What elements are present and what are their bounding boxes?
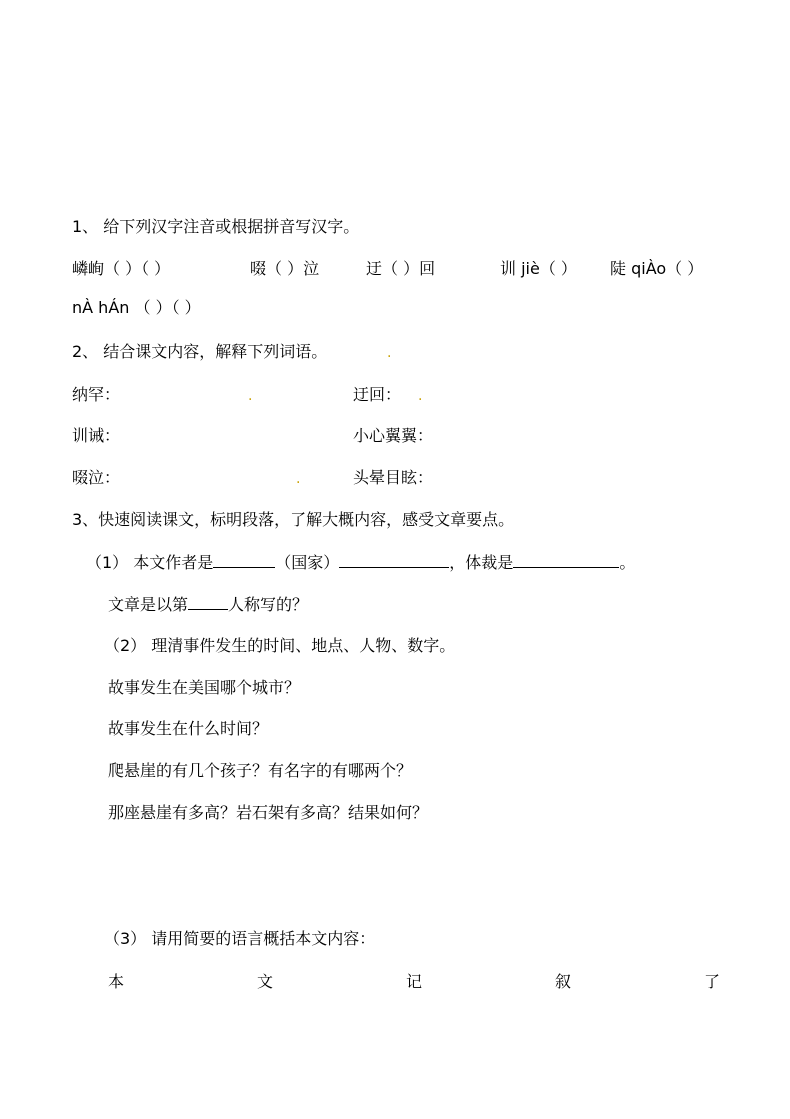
term-chuoqi: 啜泣： xyxy=(72,468,121,487)
person-blank[interactable] xyxy=(188,593,228,610)
summary-char: 本 xyxy=(108,972,125,991)
q3-heading: 3、快速阅读课文，标明段落，了解大概内容，感受文章要点。 xyxy=(72,510,515,529)
q3-part1-genre-label: ，体裁是 xyxy=(449,553,514,572)
q3-part1-author-label: （1） 本文作者是 xyxy=(86,553,214,572)
q3-question-time: 故事发生在什么时间？ xyxy=(108,719,269,738)
q3-question-height: 那座悬崖有多高？岩石架有多高？结果如何？ xyxy=(108,803,429,822)
q1-item-nahan: nÀ hÁn （ ）（ ） xyxy=(72,298,201,317)
q1-item-linxun: 嶙峋（ ）（ ） xyxy=(72,259,171,278)
decorative-dot: . xyxy=(387,345,392,361)
q3-question-city: 故事发生在美国哪个城市？ xyxy=(108,678,301,697)
q3-part1-country-label: （国家） xyxy=(275,553,340,572)
term-yuhui: 迂回： xyxy=(353,385,402,404)
summary-line xyxy=(108,971,720,993)
author-blank[interactable] xyxy=(213,551,275,568)
q3-question-kids: 爬悬崖的有几个孩子？有名字的有哪两个？ xyxy=(108,761,413,780)
term-touyun: 头晕目眩： xyxy=(353,468,434,487)
q3-part1-end: 。 xyxy=(619,553,636,572)
q3-part1 xyxy=(86,551,635,574)
q1-item-chuoqi: 啜（ ）泣 xyxy=(250,259,320,278)
country-blank[interactable] xyxy=(339,551,449,568)
q1-item-yuhui: 迂（ ）回 xyxy=(366,259,436,278)
q3-part3-heading: （3） 请用简要的语言概括本文内容： xyxy=(104,929,376,948)
term-xunjie: 训诫： xyxy=(72,426,121,445)
q1-item-xunjie: 训 jiè（ ） xyxy=(500,259,577,278)
q2-heading: 2、 结合课文内容，解释下列词语。 xyxy=(72,342,328,361)
person-label-end: 人称写的？ xyxy=(228,595,309,614)
genre-blank[interactable] xyxy=(513,551,619,568)
decorative-dot: . xyxy=(248,388,253,404)
q3-part2-heading: （2） 理清事件发生的时间、地点、人物、数字。 xyxy=(104,636,456,655)
q1-heading: 1、 给下列汉字注音或根据拼音写汉字。 xyxy=(72,217,360,236)
term-xiaoxin: 小心翼翼： xyxy=(353,426,434,445)
q1-item-douqiao: 陡 qiÀo（ ） xyxy=(610,259,704,278)
summary-char: 了 xyxy=(703,972,720,991)
summary-char: 记 xyxy=(405,972,422,991)
term-nahan: 纳罕： xyxy=(72,385,121,404)
q3-part1-person xyxy=(108,593,308,616)
person-label: 文章是以第 xyxy=(108,595,189,614)
summary-char: 叙 xyxy=(554,972,571,991)
decorative-dot: . xyxy=(418,388,423,404)
summary-char: 文 xyxy=(256,972,273,991)
decorative-dot: . xyxy=(296,471,301,487)
